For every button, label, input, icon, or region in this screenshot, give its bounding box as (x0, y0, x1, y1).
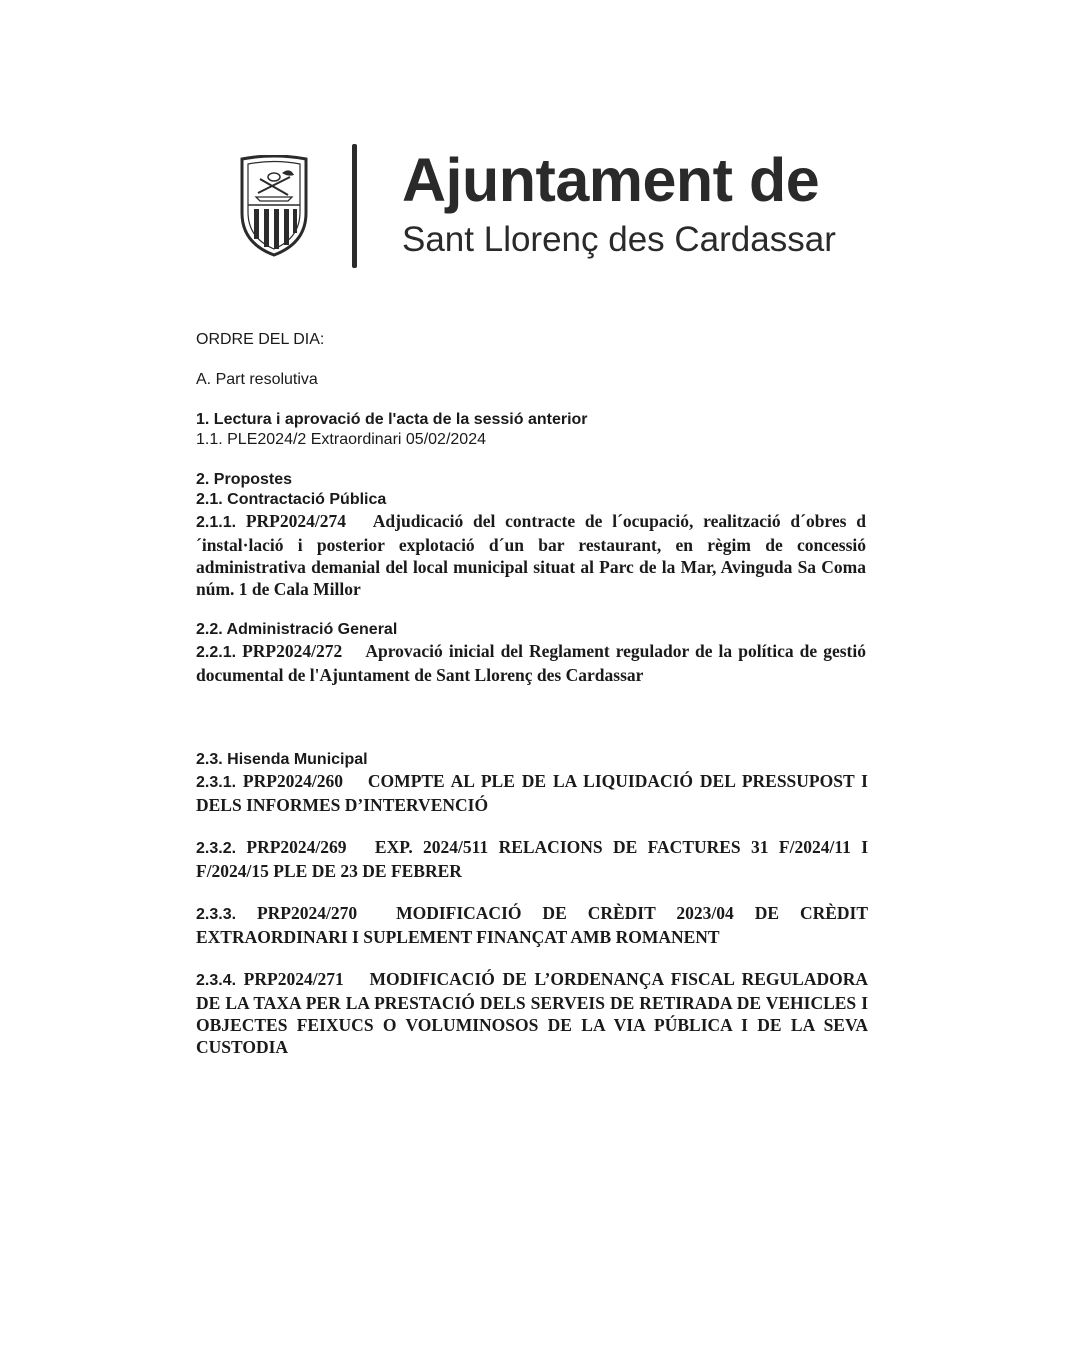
item-code: PRP2024/271 (243, 969, 344, 989)
agenda-item-2-3-2 (196, 836, 868, 882)
agenda-item-2-3-1 (196, 770, 868, 816)
section1-item: 1.1. PLE2024/2 Extraordinari 05/02/2024 (196, 431, 486, 448)
item-code: PRP2024/269 (246, 837, 347, 857)
subsection-2-2-title: 2.2. Administració General (196, 621, 398, 638)
item-text: Aprovació inicial del Reglament regulador de la política de gestió documental de l'Ajuntament de Sant Llorenç des Cardassar (196, 641, 866, 685)
agenda-part: A. Part resolutiva (196, 371, 318, 388)
agenda-item-2-2-1 (196, 640, 866, 686)
item-code: PRP2024/260 (242, 771, 344, 791)
item-code: PRP2024/272 (242, 641, 343, 661)
agenda-item-2-3-4 (196, 968, 868, 1058)
section2-title: 2. Propostes (196, 471, 293, 488)
item-number: 2.1.1. (196, 514, 237, 531)
agenda-body (196, 330, 869, 1058)
agenda-item-2-1-1 (196, 510, 866, 600)
item-number: 2.3.3. (196, 906, 237, 923)
item-number: 2.2.1. (196, 644, 237, 661)
item-code: PRP2024/270 (256, 903, 358, 923)
header-divider (352, 144, 357, 268)
item-number: 2.3.2. (196, 840, 237, 857)
coat-of-arms-icon (238, 155, 310, 257)
subsection-2-3-title: 2.3. Hisenda Municipal (196, 751, 368, 768)
header-subtitle: Sant Llorenç des Cardassar (402, 220, 836, 259)
item-text: MODIFICACIÓ DE CRÈDIT 2023/04 DE CRÈDIT EXTRAORDINARI I SUPLEMENT FINANÇAT AMB ROMANENT (196, 903, 869, 947)
item-text: COMPTE AL PLE DE LA LIQUIDACIÓ DEL PRESSUPOST I DELS INFORMES D’INTERVENCIÓ (196, 771, 868, 815)
agenda-item-2-3-3 (196, 902, 868, 948)
item-number: 2.3.1. (196, 774, 237, 791)
item-text: MODIFICACIÓ DE L’ORDENANÇA FISCAL REGULADORA DE LA TAXA PER LA PRESTACIÓ DELS SERVEIS DE RETIRADA DE VEHICLES I OBJECTES FEIXUCS O VOLUMINOSOS DE LA VIA PÚBLICA I DE LA SEVA CUSTODIA (196, 969, 869, 1057)
header-title: Ajuntament de (402, 146, 820, 214)
item-text: Adjudicació del contracte de l´ocupació, realització d´obres d´instal·lació i posterior explotació d´un bar restaurant, en règim de concessió administrativa demanial del local municipal situat al Parc de la Mar, Avinguda Sa Coma núm. 1 de Cala Millor (196, 511, 866, 599)
item-text: EXP. 2024/511 RELACIONS DE FACTURES 31 F/2024/11 I F/2024/15 PLE DE 23 DE FEBRER (196, 837, 869, 881)
section1-title: 1. Lectura i aprovació de l'acta de la sessió anterior (196, 411, 588, 428)
agenda-heading: ORDRE DEL DIA: (196, 331, 325, 348)
item-number: 2.3.4. (196, 972, 237, 989)
subsection-2-1-title: 2.1. Contractació Pública (196, 491, 387, 508)
item-code: PRP2024/274 (245, 511, 346, 531)
